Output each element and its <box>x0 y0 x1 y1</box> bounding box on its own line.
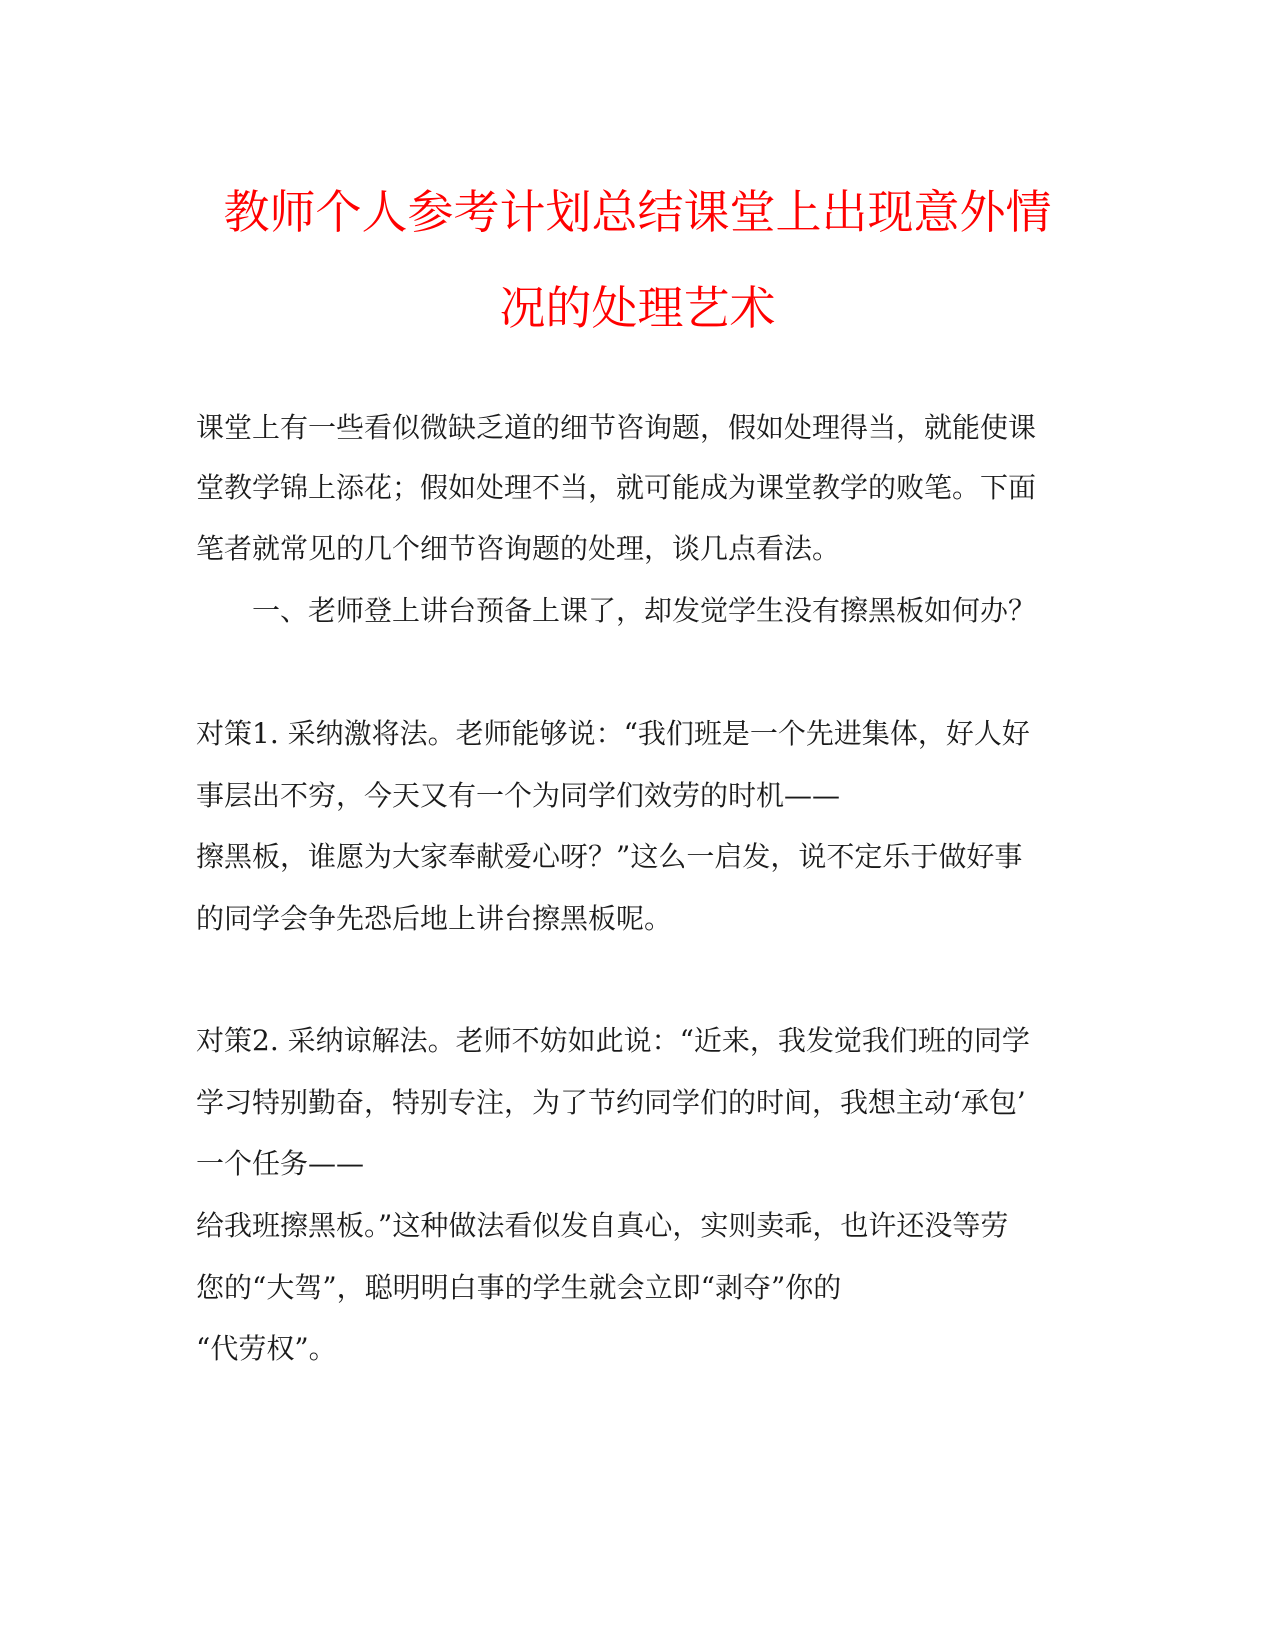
body-line-1: 课堂上有一些看似微缺乏道的细节咨询题，假如处理得当，就能使课 <box>196 411 1037 444</box>
body-line-14: “代劳权”。 <box>196 1332 337 1365</box>
body-line-8: 的同学会争先恐后地上讲台擦黑板呢。 <box>196 902 673 935</box>
body-line-9: 对策2. 采纳谅解法。老师不妨如此说：“近来，我发觉我们班的同学 <box>196 1024 1030 1057</box>
section-heading-1: 一、老师登上讲台预备上课了，却发觉学生没有擦黑板如何办？ <box>252 594 1037 627</box>
body-line-12: 给我班擦黑板。”这种做法看似发自真心，实则卖乖，也许还没等劳 <box>196 1209 1009 1242</box>
body-line-6: 事层出不穷，今天又有一个为同学们效劳的时机—— <box>196 779 841 812</box>
body-line-5: 对策1. 采纳激将法。老师能够说：“我们班是一个先进集体，好人好 <box>196 717 1030 750</box>
body-line-11: 一个任务—— <box>196 1147 365 1180</box>
document-title-line-2: 况的处理艺术 <box>499 281 776 335</box>
body-line-3: 笔者就常见的几个细节咨询题的处理，谈几点看法。 <box>196 532 841 565</box>
body-line-13: 您的“大驾”，聪明明白事的学生就会立即“剥夺”你的 <box>196 1271 842 1304</box>
body-line-10: 学习特别勤奋，特别专注，为了节约同学们的时间，我想主动‘承包’ <box>196 1086 1026 1119</box>
body-line-7: 擦黑板，谁愿为大家奉献爱心呀？”这么一启发，说不定乐于做好事 <box>196 840 1023 873</box>
body-line-2: 堂教学锦上添花；假如处理不当，就可能成为课堂教学的败笔。下面 <box>196 471 1037 504</box>
document-title-line-1: 教师个人参考计划总结课堂上出现意外情 <box>223 185 1052 239</box>
